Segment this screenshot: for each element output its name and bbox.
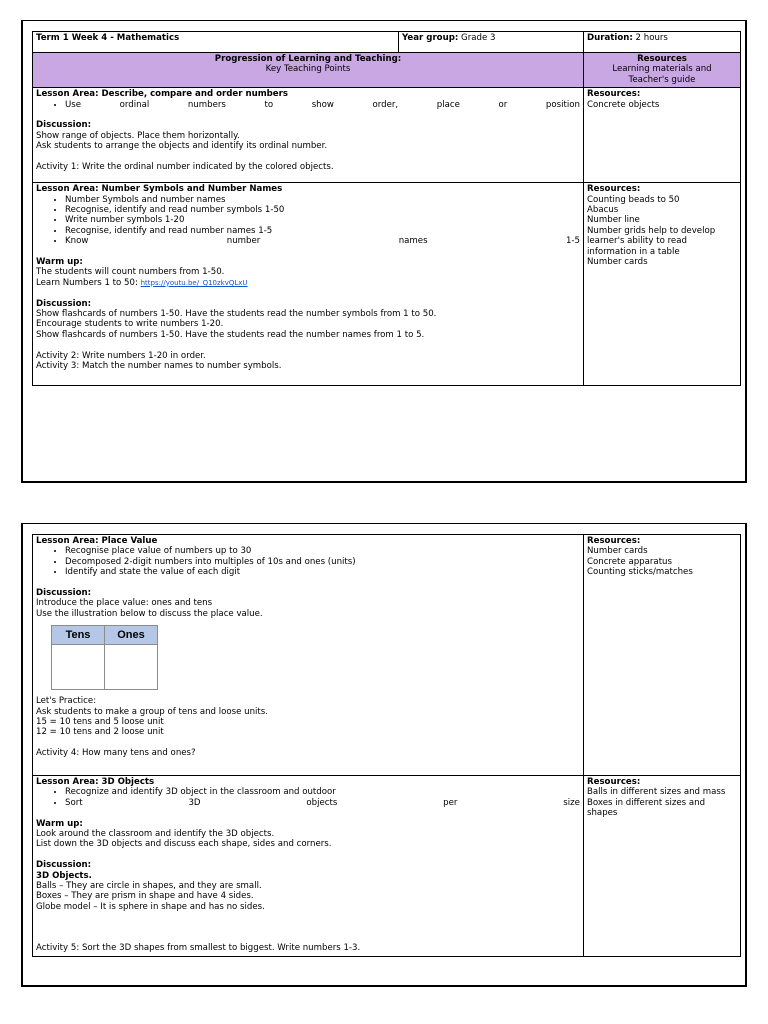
practice-text: 15 = 10 tens and 5 loose unit — [36, 717, 164, 728]
resource-item: Abacus — [587, 205, 619, 216]
document-page-2 — [21, 523, 747, 987]
ones-header: Ones — [105, 626, 158, 645]
activity-text: Activity 4: How many tens and ones? — [36, 748, 196, 759]
resource-item: Number line — [587, 215, 640, 226]
document-page-1 — [21, 20, 747, 483]
resources-header — [584, 53, 741, 88]
bullet-word: numbers — [187, 99, 226, 110]
key-points-list — [36, 100, 580, 110]
discussion-label: Discussion: — [36, 588, 92, 599]
discussion-text: Globe model – It is sphere in shape and has no sides. — [36, 901, 265, 912]
bullet-word: per — [443, 797, 458, 808]
discussion-text: Encourage students to write numbers 1-20. — [36, 319, 224, 330]
duration-value: 2 hours — [635, 33, 668, 43]
bullet-word: • Know — [65, 236, 89, 247]
tens-header: Tens — [52, 626, 105, 645]
bullet-word: objects — [306, 797, 338, 808]
duration-cell — [584, 32, 741, 53]
resource-item: Counting sticks/matches — [587, 567, 693, 578]
warmup-label: Warm up: — [36, 257, 83, 268]
key-points-list — [36, 546, 580, 577]
resource-item: Number cards — [587, 257, 648, 268]
resources-label: Resources: — [587, 536, 641, 546]
progression-title: Progression of Learning and Teaching: — [214, 54, 402, 64]
list-item: • Identify and state the value of each digit — [65, 567, 580, 577]
ones-cell — [105, 645, 158, 690]
discussion-label: Discussion: — [36, 120, 92, 131]
discussion-text: Show range of objects. Place them horizontally. — [36, 130, 240, 141]
discussion-text: Show flashcards of numbers 1-50. Have the students read the number symbols from 1 to 50. — [36, 309, 437, 320]
bullet-word: names — [398, 236, 428, 247]
resource-item: learner's ability to read — [587, 236, 687, 247]
list-item: • Recognise place value of numbers up to 30 — [65, 546, 580, 556]
lesson-area-ordinal — [33, 88, 584, 183]
bullet-word: 3D — [188, 797, 201, 808]
list-item: • Recognise, identify and read number symbols 1-50 — [65, 205, 580, 215]
place-value-chart — [51, 625, 158, 690]
list-item — [65, 100, 580, 110]
progression-subtitle: Key Teaching Points — [265, 64, 351, 75]
list-item: • Recognise, identify and read number names 1-5 — [65, 226, 580, 236]
resources-subtitle: Learning materials and — [612, 64, 712, 75]
resources-label: Resources: — [587, 777, 641, 787]
discussion-label: Discussion: — [36, 860, 92, 871]
bullet-word: order, — [372, 99, 399, 110]
lesson-plan-table-1 — [32, 31, 741, 386]
resources-cell — [584, 88, 741, 183]
discussion-text: Use the illustration below to discuss the place value. — [36, 608, 263, 619]
discussion-text: Ask students to arrange the objects and identify its ordinal number. — [36, 141, 328, 152]
bullet-word: position — [545, 99, 580, 110]
list-item: • Write number symbols 1-20 — [65, 215, 580, 225]
discussion-text: Balls – They are circle in shapes, and they are small. — [36, 881, 262, 892]
warmup-text: Look around the classroom and identify the 3D objects. — [36, 829, 275, 840]
bullet-word: • Sort — [65, 797, 83, 808]
resources-title: Resources — [637, 54, 687, 64]
list-item: • Decomposed 2-digit numbers into multiples of 10s and ones (units) — [65, 557, 580, 567]
objects-label: 3D Objects. — [36, 870, 92, 881]
warmup-label: Warm up: — [36, 818, 83, 829]
year-group-label: Year group: — [402, 33, 459, 43]
resources-cell — [584, 535, 741, 776]
resource-item: Balls in different sizes and mass — [587, 787, 726, 798]
resource-item: information in a table — [587, 246, 680, 257]
lesson-area-title: Lesson Area: Place Value — [36, 536, 158, 546]
lesson-area-title: Lesson Area: 3D Objects — [36, 777, 155, 787]
year-group-value: Grade 3 — [461, 33, 496, 43]
resource-item: shapes — [587, 808, 618, 819]
bullet-word: show — [311, 99, 334, 110]
lesson-area-title: Lesson Area: Number Symbols and Number Names — [36, 184, 283, 195]
bullet-word: number — [226, 236, 261, 247]
bullet-word: size — [563, 797, 580, 808]
discussion-label: Discussion: — [36, 298, 92, 309]
plan-title: Term 1 Week 4 - Mathematics — [36, 33, 180, 43]
resources-cell — [584, 776, 741, 957]
activity-text: Activity 1: Write the ordinal number indicated by the colored objects. — [36, 162, 334, 173]
lesson-area-number-symbols — [33, 183, 584, 386]
tens-cell — [52, 645, 105, 690]
activity-text: Activity 3: Match the number names to number symbols. — [36, 361, 282, 372]
video-link[interactable]: https://youtu.be/_Q10zkvQLxU — [140, 278, 248, 287]
lesson-area-3d-objects — [33, 776, 584, 957]
activity-text: Activity 2: Write numbers 1-20 in order. — [36, 350, 206, 361]
year-group-cell — [399, 32, 584, 53]
progression-header — [33, 53, 584, 88]
list-item — [65, 798, 580, 808]
activity-text: Activity 5: Sort the 3D shapes from smallest to biggest. Write numbers 1-3. — [36, 943, 361, 954]
lesson-area-place-value — [33, 535, 584, 776]
plan-title-cell — [33, 32, 399, 53]
key-points-list — [36, 195, 580, 247]
list-item: • Recognize and identify 3D object in the classroom and outdoor — [65, 787, 580, 797]
learn-numbers-line — [36, 278, 580, 288]
bullet-word: 1-5 — [565, 236, 580, 247]
resources-label: Resources: — [587, 89, 641, 100]
lesson-plan-table-2 — [32, 534, 741, 957]
resources-cell — [584, 183, 741, 386]
discussion-text: Show flashcards of numbers 1-50. Have the students read the number names from 1 to 5. — [36, 329, 425, 340]
resource-item: Concrete apparatus — [587, 556, 672, 567]
lesson-area-title: Lesson Area: Describe, compare and order numbers — [36, 89, 288, 100]
duration-label: Duration: — [587, 33, 633, 43]
list-item — [65, 236, 580, 246]
discussion-text: Boxes – They are prism in shape and have 4 sides. — [36, 891, 254, 902]
resource-item: Concrete objects — [587, 99, 660, 110]
learn-numbers-text: Learn Numbers 1 to 50: — [36, 277, 141, 288]
resource-item: Number cards — [587, 546, 648, 557]
bullet-word: to — [264, 99, 274, 110]
resource-item: Number grids help to develop — [587, 225, 716, 236]
warmup-text: List down the 3D objects and discuss each shape, sides and corners. — [36, 839, 332, 850]
key-points-list — [36, 787, 580, 808]
warmup-text: The students will count numbers from 1-50. — [36, 267, 225, 278]
resources-subtitle: Teacher's guide — [628, 74, 696, 85]
bullet-word: or — [498, 99, 508, 110]
bullet-word: ordinal — [119, 99, 150, 110]
practice-text: Ask students to make a group of tens and loose units. — [36, 706, 268, 717]
list-item: • Number Symbols and number names — [65, 195, 580, 205]
practice-text: 12 = 10 tens and 2 loose unit — [36, 727, 164, 738]
resource-item: Boxes in different sizes and — [587, 797, 706, 808]
resources-label: Resources: — [587, 184, 641, 195]
practice-text: Let's Practice: — [36, 696, 97, 707]
bullet-word: • Use — [65, 99, 82, 110]
discussion-text: Introduce the place value: ones and tens — [36, 598, 213, 609]
bullet-word: place — [436, 99, 460, 110]
resource-item: Counting beads to 50 — [587, 194, 680, 205]
